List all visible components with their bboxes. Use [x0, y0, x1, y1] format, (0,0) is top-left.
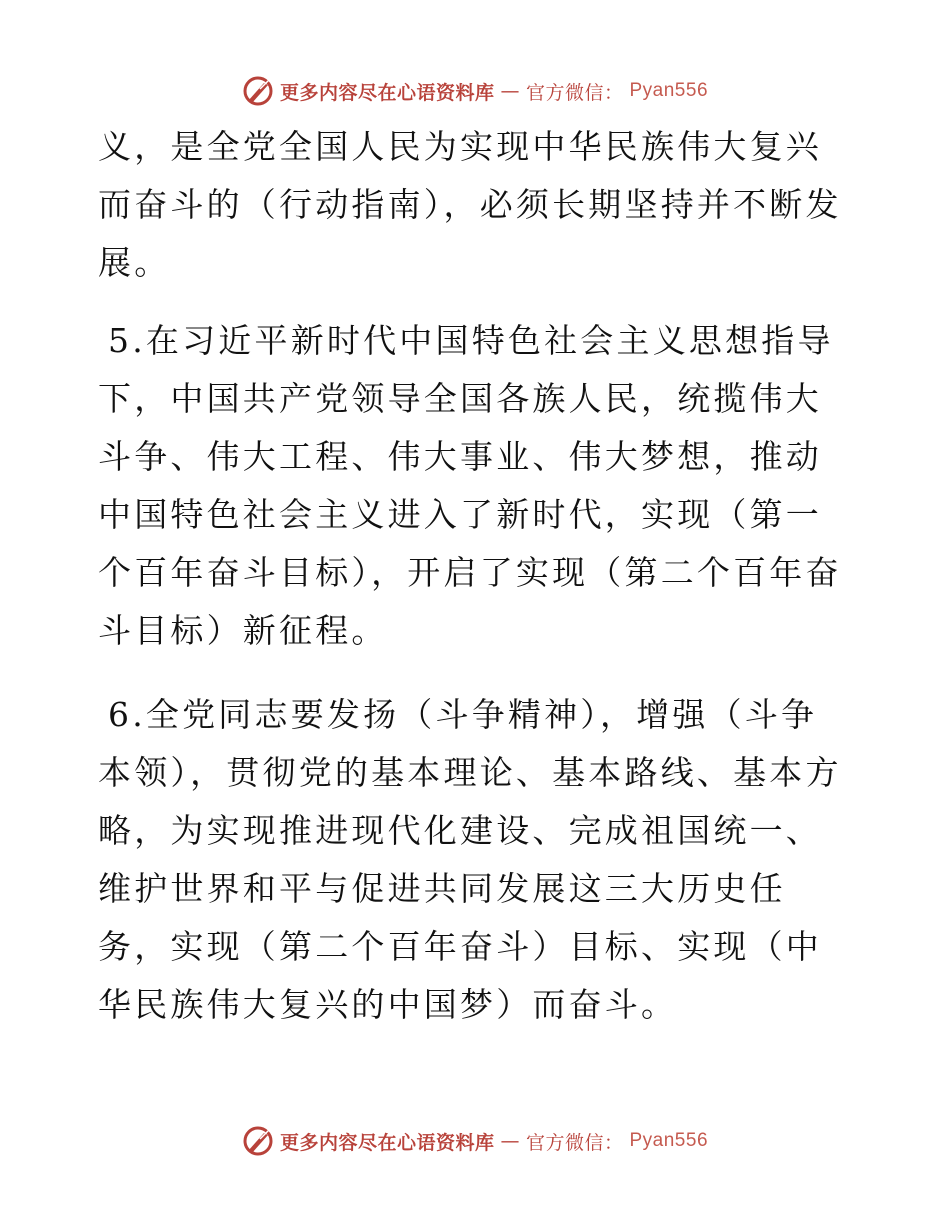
- paragraph-item-5: [98, 312, 850, 660]
- watermark-contact-label: 官方微信：: [525, 81, 624, 104]
- quill-logo-icon: [242, 75, 274, 107]
- paragraph-text: 义，是全党全国人民为实现中华民族伟大复兴而奋斗的（行动指南），必须长期坚持并不断发展。: [98, 127, 842, 282]
- header-watermark: [0, 74, 950, 108]
- paragraph-item-6: [98, 686, 850, 1034]
- item-number: 5.: [108, 321, 146, 360]
- watermark-brand: 更多内容尽在心语资料库: [279, 81, 495, 104]
- watermark-contact-label: 官方微信：: [525, 1131, 624, 1154]
- watermark-separator: —: [500, 1130, 520, 1152]
- footer-watermark: [0, 1124, 950, 1158]
- document-body: [98, 118, 850, 1060]
- paragraph-text: 在习近平新时代中国特色社会主义思想指导下，中国共产党领导全国各族人民，统揽伟大斗争、伟大工程、伟大事业、伟大梦想，推动中国特色社会主义进入了新时代，实现（第一个百年奋斗目标），开启了实现（第二个百年奋斗目标）新征程。: [98, 321, 842, 650]
- watermark-brand: 更多内容尽在心语资料库: [279, 1131, 495, 1154]
- quill-logo-icon: [242, 1125, 274, 1157]
- paragraph-text: 全党同志要发扬（斗争精神），增强（斗争本领），贯彻党的基本理论、基本路线、基本方略，为实现推进现代化建设、完成祖国统一、维护世界和平与促进共同发展这三大历史任务，实现（第二个百年奋斗）目标、实现（中华民族伟大复兴的中国梦）而奋斗。: [98, 695, 842, 1024]
- watermark-wechat-id: Pyan556: [629, 80, 709, 101]
- item-number: 6.: [108, 695, 146, 734]
- paragraph-continued: [98, 118, 850, 292]
- watermark-wechat-id: Pyan556: [629, 1130, 709, 1151]
- watermark-separator: —: [500, 80, 520, 102]
